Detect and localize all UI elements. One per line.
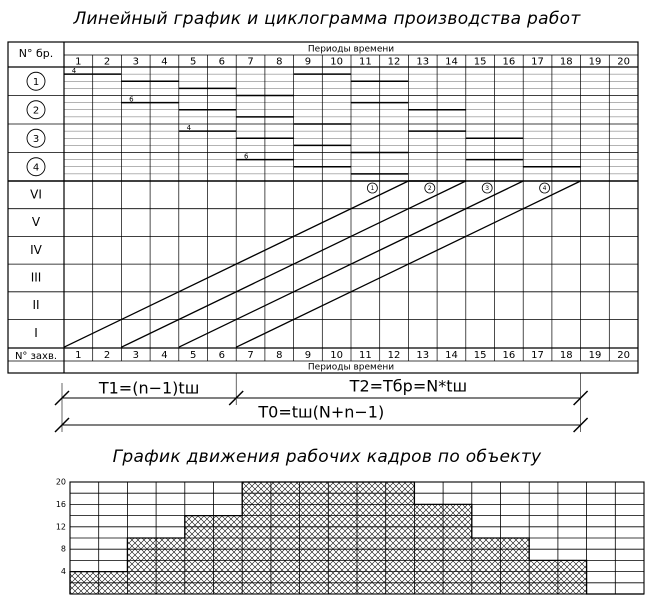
period-number-top: 3: [132, 56, 139, 68]
period-number-bottom: 2: [103, 350, 111, 361]
period-number-top: 13: [416, 56, 430, 68]
zone-col-header: N° захв.: [14, 351, 58, 362]
period-number-top: 20: [617, 56, 631, 68]
periods-label-top: Периоды времени: [307, 44, 395, 55]
period-number-top: 18: [559, 56, 573, 68]
period-number-bottom: 11: [358, 350, 372, 361]
period-number-bottom: 10: [330, 350, 344, 361]
period-number-top: 9: [304, 56, 312, 68]
period-number-bottom: 6: [218, 350, 226, 361]
zone-label: VI: [30, 187, 42, 202]
period-number-top: 19: [588, 56, 602, 68]
main-title: Линейный график и циклограмма производства работ: [73, 9, 581, 29]
period-number-top: 17: [531, 56, 544, 68]
period-number-bottom: 15: [473, 350, 487, 361]
period-number-bottom: 14: [445, 350, 458, 361]
period-number-bottom: 3: [132, 350, 139, 361]
workers-y-tick: 16: [55, 499, 66, 509]
period-number-bottom: 1: [75, 350, 82, 361]
table-frame: [8, 42, 638, 373]
workers-bar: [558, 560, 587, 594]
workers-chart-title: График движения рабочих кадров по объекту: [112, 447, 542, 467]
cyclogram-label: 3: [485, 185, 490, 192]
workers-bar: [214, 516, 243, 594]
zone-label: V: [31, 215, 41, 230]
period-number-bottom: 7: [247, 350, 254, 361]
cyclogram-label: 2: [427, 185, 432, 192]
period-number-bottom: 8: [276, 350, 283, 361]
zone-label: III: [30, 270, 42, 285]
workers-bar: [472, 538, 501, 594]
period-number-top: 7: [247, 56, 254, 68]
cyclogram-label: 4: [542, 185, 547, 192]
gantt-bar-label: 4: [186, 124, 192, 133]
workers-bar: [185, 516, 214, 594]
zone-label: IV: [30, 242, 42, 257]
period-number-bottom: 18: [559, 350, 573, 361]
period-number-bottom: 19: [588, 350, 602, 361]
period-number-top: 14: [445, 56, 458, 68]
workers-bar: [501, 538, 530, 594]
period-number-top: 16: [502, 56, 516, 68]
brigade-col-header: N° бр.: [18, 47, 54, 60]
period-number-top: 5: [189, 56, 197, 68]
workers-bar: [529, 560, 558, 594]
period-number-top: 12: [387, 56, 401, 68]
formula-t0: T0=tш(N+n−1): [258, 402, 385, 422]
workers-y-tick: 12: [55, 522, 66, 532]
brigade-number: 2: [32, 105, 40, 117]
period-number-bottom: 20: [617, 350, 631, 361]
workers-y-tick: 8: [60, 544, 66, 554]
brigade-number: 1: [32, 76, 40, 88]
period-number-top: 10: [330, 56, 344, 68]
zone-label: I: [34, 325, 38, 340]
period-number-bottom: 9: [304, 350, 312, 361]
brigade-number: 3: [32, 133, 40, 145]
period-number-bottom: 13: [416, 350, 430, 361]
period-number-top: 11: [358, 56, 372, 68]
gantt-bar-label: 6: [243, 152, 249, 161]
brigade-number: 4: [32, 162, 40, 174]
period-number-top: 6: [218, 56, 226, 68]
gantt-bar-label: 6: [129, 95, 134, 104]
cyclogram-label: 1: [370, 185, 375, 192]
period-number-bottom: 5: [189, 350, 197, 361]
period-number-top: 4: [161, 56, 168, 68]
workers-y-tick: 20: [55, 477, 66, 487]
period-number-top: 15: [473, 56, 487, 68]
workers-y-tick: 4: [60, 567, 66, 577]
formula-t1: T1=(n−1)tш: [98, 378, 200, 398]
zone-label: II: [32, 298, 40, 313]
period-number-bottom: 4: [161, 350, 168, 361]
period-number-top: 2: [103, 56, 111, 68]
period-number-top: 8: [276, 56, 283, 68]
gantt-bar-label: 4: [71, 67, 77, 76]
periods-label-bottom: Периоды времени: [307, 362, 395, 373]
period-number-top: 1: [75, 56, 82, 68]
formula-t2: T2=Tбр=N*tш: [349, 376, 468, 396]
workers-bar: [127, 538, 156, 594]
workers-bar: [156, 538, 185, 594]
period-number-bottom: 16: [502, 350, 516, 361]
period-number-bottom: 17: [531, 350, 544, 361]
period-number-bottom: 12: [387, 350, 401, 361]
